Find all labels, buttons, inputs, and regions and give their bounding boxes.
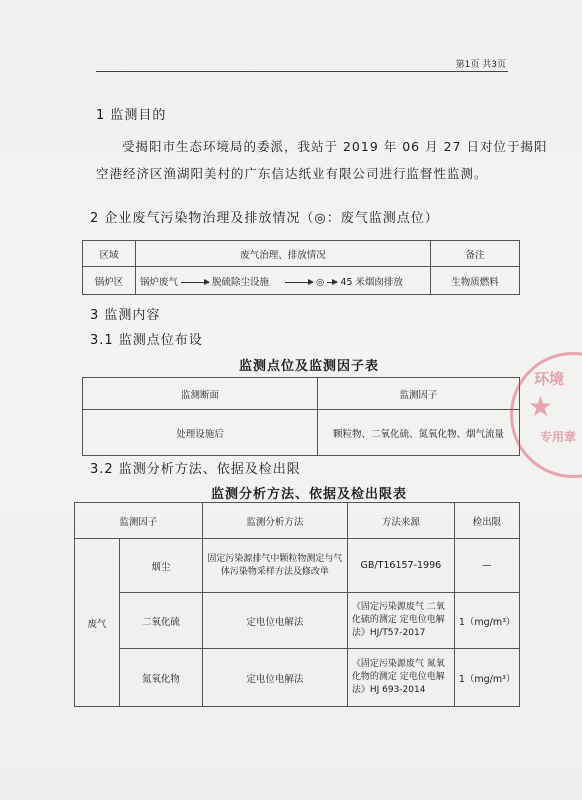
col-header-method: 监测分析方法 xyxy=(202,503,347,539)
cell-category: 废气 xyxy=(75,539,120,707)
col-header-note: 备注 xyxy=(431,241,520,267)
cell-method: 定电位电解法 xyxy=(202,593,347,649)
col-header-source: 方法来源 xyxy=(347,503,454,539)
cell-factor: 二氧化硫 xyxy=(120,593,203,649)
section2-heading: 2 企业废气污染物治理及排放情况（◎：废气监测点位） xyxy=(90,211,439,226)
cell-area: 锅炉区 xyxy=(83,267,136,295)
cell-method: 定电位电解法 xyxy=(202,649,347,707)
flow-treatment: 脱硫除尘设施 xyxy=(212,276,270,288)
seal-star-icon: ★ xyxy=(528,390,554,423)
col-header-area: 区域 xyxy=(83,241,136,267)
emission-table xyxy=(82,240,520,295)
section1-line1: 受揭阳市生态环境局的委派，我站于 2019 年 06 月 27 日对位于揭阳 xyxy=(122,139,548,154)
col-header-limit: 检出限 xyxy=(454,503,519,539)
section1-line2: 空港经济区渔湖阳美村的广东信达纸业有限公司进行监督性监测。 xyxy=(96,166,488,181)
cell-limit: 1（mg/m³） xyxy=(454,649,519,707)
page-number: 第1页 共3页 xyxy=(455,60,506,70)
col-header-factor: 监测因子 xyxy=(318,378,520,410)
table1-caption: 监测点位及监测因子表 xyxy=(239,359,380,374)
cell-source: 《固定污染源废气 二氧化硫的测定 定电位电解法》HJ/T57-2017 xyxy=(347,593,454,649)
cell-source: 《固定污染源废气 氮氧化物的测定 定电位电解法》HJ 693-2014 xyxy=(347,649,454,707)
monitoring-point-icon: ◎ xyxy=(316,276,325,288)
cell-method: 固定污染源排气中颗粒物测定与气体污染物采样方法及修改单 xyxy=(202,539,347,593)
header-rule xyxy=(96,71,508,72)
cell-flow xyxy=(136,267,431,295)
cell-note: 生物质燃料 xyxy=(431,267,520,295)
seal-text-top: 环境 xyxy=(534,370,565,388)
col-header-treatment: 废气治理、排放情况 xyxy=(136,241,431,267)
arrow-icon xyxy=(285,282,313,283)
cell-source: GB/T16157-1996 xyxy=(347,539,454,593)
cell-factor: 烟尘 xyxy=(120,539,203,593)
cell-factors: 颗粒物、二氧化硫、氮氧化物、烟气流量 xyxy=(318,410,520,456)
arrow-icon xyxy=(327,282,337,283)
method-table xyxy=(74,502,520,707)
seal-text-bottom: 专用章 xyxy=(540,430,577,444)
arrow-icon xyxy=(181,282,209,283)
table2-caption: 监测分析方法、依据及检出限表 xyxy=(211,487,408,502)
cell-limit: — xyxy=(454,539,519,593)
cell-limit: 1（mg/m³） xyxy=(454,593,519,649)
section32-heading: 3.2 监测分析方法、依据及检出限 xyxy=(90,462,301,477)
col-header-section: 监测断面 xyxy=(83,378,318,410)
section31-heading: 3.1 监测点位布设 xyxy=(90,333,203,348)
cell-factor: 氮氧化物 xyxy=(120,649,203,707)
cell-section: 处理设施后 xyxy=(83,410,318,456)
flow-source: 锅炉废气 xyxy=(140,276,179,288)
monitoring-point-table xyxy=(82,377,520,456)
section3-heading: 3 监测内容 xyxy=(90,308,161,323)
section1-heading: 1 监测目的 xyxy=(96,108,167,123)
col-header-factor2: 监测因子 xyxy=(75,503,203,539)
flow-discharge: 45 米烟囱排放 xyxy=(340,276,403,288)
